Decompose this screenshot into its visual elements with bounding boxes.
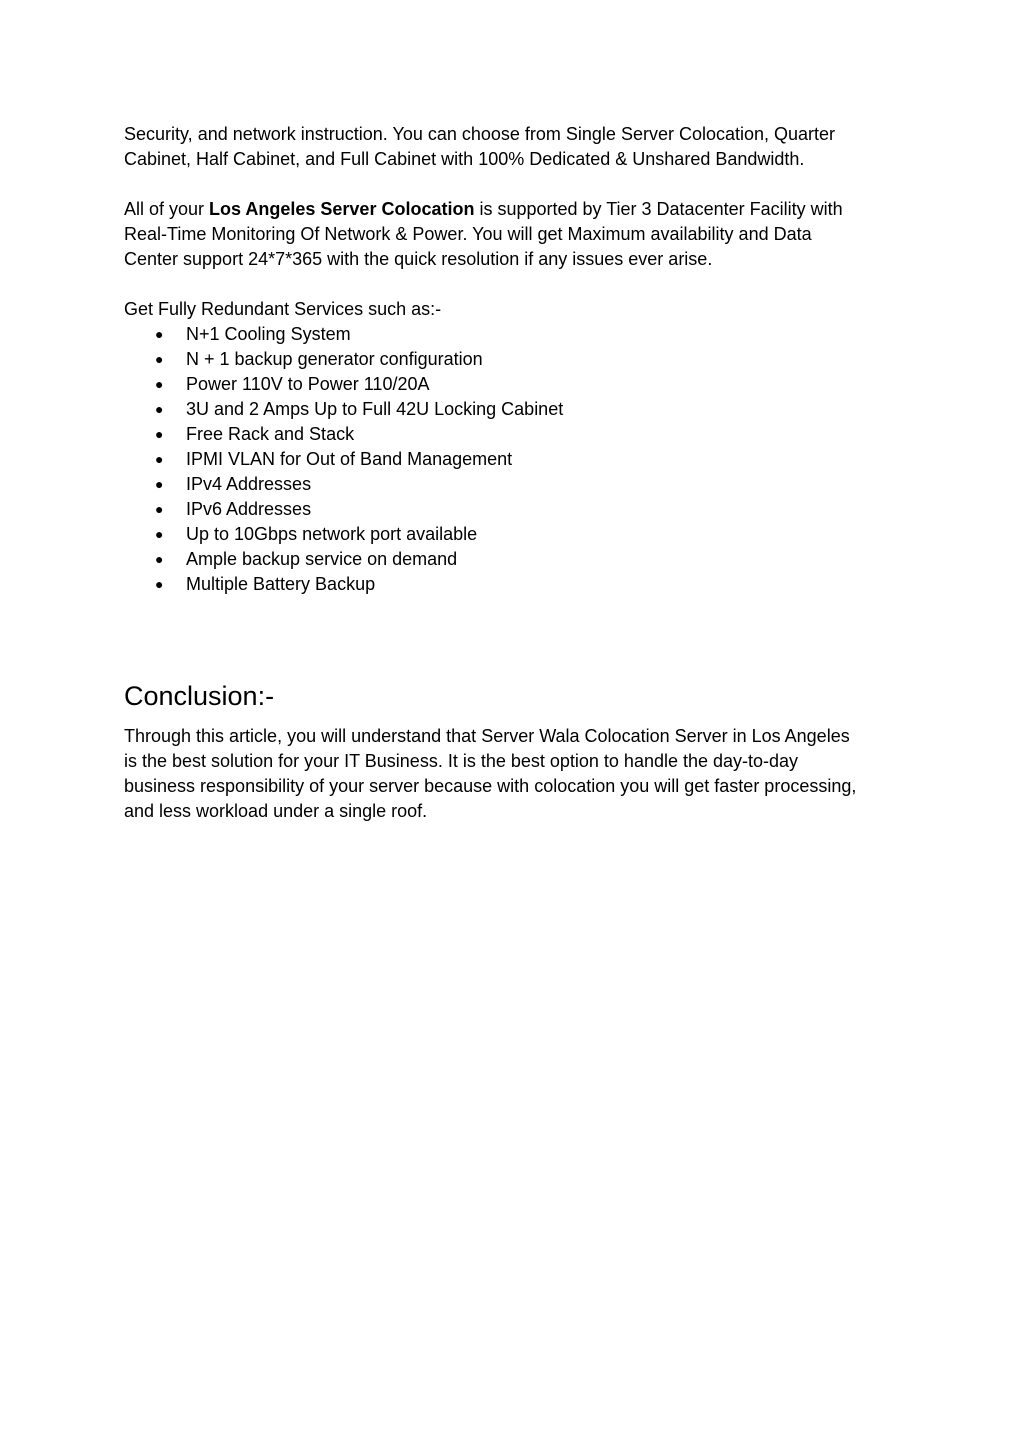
bullet-icon: ● bbox=[155, 401, 164, 417]
conclusion-heading: Conclusion:- bbox=[124, 681, 275, 711]
list-item bbox=[124, 547, 904, 572]
list-item-text: Power 110V to Power 110/20A bbox=[186, 374, 430, 394]
intro-paragraph bbox=[124, 122, 904, 172]
intro-line: Cabinet, Half Cabinet, and Full Cabinet with 100% Dedicated & Unshared Bandwidth. bbox=[124, 149, 805, 169]
los-angeles-colocation-emphasis: Los Angeles Server Colocation bbox=[209, 199, 475, 219]
list-item-text: N + 1 backup generator configuration bbox=[186, 349, 483, 369]
bullet-icon: ● bbox=[155, 326, 164, 342]
document-body bbox=[124, 122, 904, 597]
support-prefix: All of your bbox=[124, 199, 210, 219]
list-item bbox=[124, 322, 904, 347]
list-item bbox=[124, 422, 904, 447]
support-line: Real-Time Monitoring Of Network & Power. You will get Maximum availability and Data bbox=[124, 224, 812, 244]
list-item bbox=[124, 447, 904, 472]
conclusion-paragraph bbox=[124, 724, 904, 824]
bullet-icon: ● bbox=[155, 526, 164, 542]
bullet-icon: ● bbox=[155, 476, 164, 492]
bullet-icon: ● bbox=[155, 501, 164, 517]
bullet-icon: ● bbox=[155, 576, 164, 592]
list-item-text: N+1 Cooling System bbox=[186, 324, 351, 344]
list-item-text: Up to 10Gbps network port available bbox=[186, 524, 478, 544]
services-lead: Get Fully Redundant Services such as:- bbox=[124, 299, 442, 319]
list-item-text: 3U and 2 Amps Up to Full 42U Locking Cabinet bbox=[186, 399, 564, 419]
conclusion-line: and less workload under a single roof. bbox=[124, 801, 428, 821]
bullet-icon: ● bbox=[155, 451, 164, 467]
list-item-text: Free Rack and Stack bbox=[186, 424, 355, 444]
list-item-text: Multiple Battery Backup bbox=[186, 574, 376, 594]
support-suffix: is supported by Tier 3 Datacenter Facility with bbox=[474, 199, 843, 219]
bullet-icon: ● bbox=[155, 426, 164, 442]
list-item bbox=[124, 497, 904, 522]
list-item-text: IPMI VLAN for Out of Band Management bbox=[186, 449, 513, 469]
support-line: Center support 24*7*365 with the quick resolution if any issues ever arise. bbox=[124, 249, 713, 269]
list-item-text: Ample backup service on demand bbox=[186, 549, 458, 569]
conclusion-line: is the best solution for your IT Business. It is the best option to handle the day-to-day bbox=[124, 751, 799, 771]
services-list bbox=[124, 322, 904, 597]
support-paragraph bbox=[124, 197, 904, 272]
bullet-icon: ● bbox=[155, 376, 164, 392]
list-item bbox=[124, 472, 904, 497]
list-item bbox=[124, 572, 904, 597]
list-item bbox=[124, 347, 904, 372]
list-item-text: IPv4 Addresses bbox=[186, 474, 312, 494]
conclusion-line: Through this article, you will understand that Server Wala Colocation Server in Los Angeles bbox=[124, 726, 850, 746]
bullet-icon: ● bbox=[155, 551, 164, 567]
list-item bbox=[124, 372, 904, 397]
list-item-text: IPv6 Addresses bbox=[186, 499, 312, 519]
list-item bbox=[124, 397, 904, 422]
intro-line: Security, and network instruction. You can choose from Single Server Colocation, Quarter bbox=[124, 124, 836, 144]
conclusion-line: business responsibility of your server because with colocation you will get faster processing, bbox=[124, 776, 857, 796]
bullet-icon: ● bbox=[155, 351, 164, 367]
list-item bbox=[124, 522, 904, 547]
